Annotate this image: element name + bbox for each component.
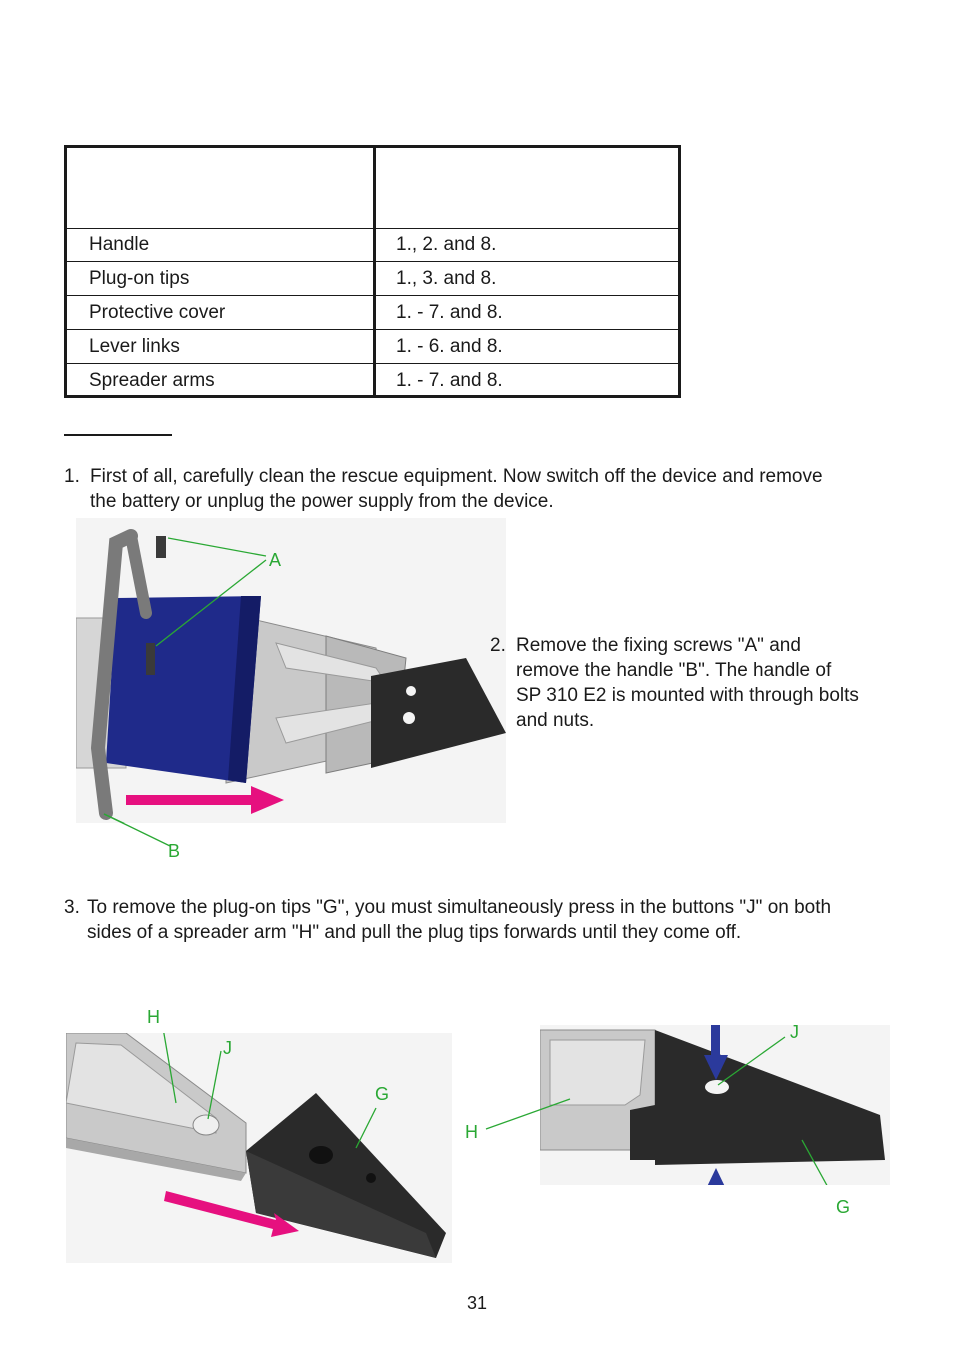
steps-cell: 1., 3. and 8. — [396, 268, 497, 289]
table-column-divider — [373, 148, 376, 395]
parts-table — [64, 145, 681, 398]
step-text-line: Remove the fixing screws "A" and — [516, 635, 801, 656]
callout-b: B — [168, 841, 181, 861]
page-number: 31 — [466, 1293, 488, 1313]
step-text-line: SP 310 E2 is mounted with through bolts — [516, 685, 859, 706]
component-cell: Plug-on tips — [89, 268, 190, 289]
callout-j: J — [790, 1022, 799, 1042]
step-number: 3. — [64, 897, 80, 918]
step-text-line: sides of a spreader arm "H" and pull the plug tips forwards until they come off. — [87, 922, 742, 943]
callout-j: J — [223, 1038, 232, 1058]
steps-cell: 1. - 7. and 8. — [396, 302, 503, 323]
steps-cell: 1. - 6. and 8. — [396, 336, 503, 357]
callout-line-h2 — [482, 1095, 572, 1135]
component-cell: Lever links — [89, 336, 180, 357]
step-number: 1. — [64, 466, 80, 487]
steps-cell: 1. - 7. and 8. — [396, 370, 503, 391]
callout-g: G — [836, 1197, 851, 1217]
callout-h: H — [147, 1007, 160, 1027]
callout-g: G — [375, 1084, 390, 1104]
tip-removal-illustration — [66, 1033, 452, 1263]
tip-buttons-illustration — [540, 1025, 890, 1185]
section-heading-underline — [64, 434, 172, 436]
step-text-line: and nuts. — [516, 710, 595, 731]
component-cell: Protective cover — [89, 302, 226, 323]
component-cell: Spreader arms — [89, 370, 215, 391]
step-text-line: To remove the plug-on tips "G", you must simultaneously press in the buttons "J" on both — [87, 897, 832, 918]
step-text-line: First of all, carefully clean the rescue equipment. Now switch off the device and remove — [90, 466, 823, 487]
steps-cell: 1., 2. and 8. — [396, 234, 497, 255]
callout-h: H — [465, 1122, 478, 1142]
callout-a: A — [269, 550, 282, 570]
step-text-line: the battery or unplug the power supply from the device. — [90, 491, 554, 512]
step-number: 2. — [490, 635, 506, 656]
step-text-line: remove the handle "B". The handle of — [516, 660, 832, 681]
handle-removal-illustration — [76, 518, 506, 823]
component-cell: Handle — [89, 234, 150, 255]
